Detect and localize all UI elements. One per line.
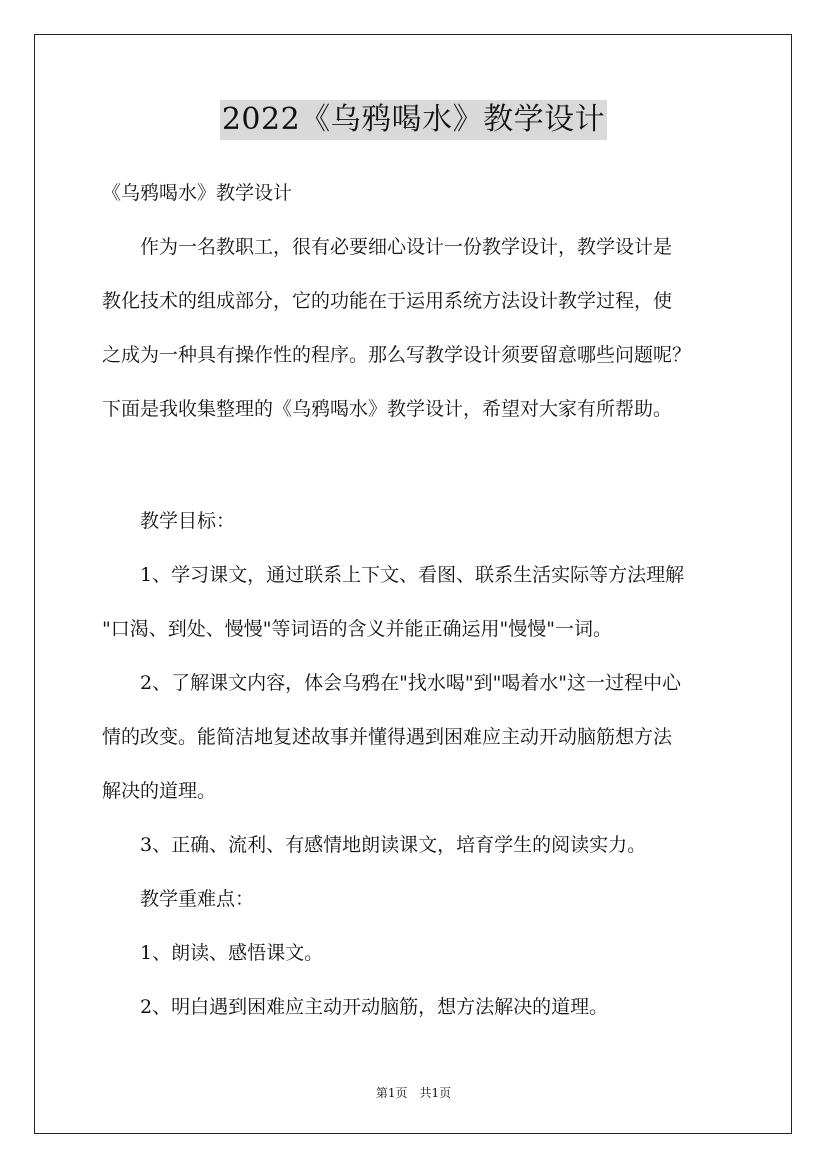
key-point-2: 2、明白遇到困难应主动开动脑筋，想方法解决的道理。: [102, 996, 609, 1018]
objective-2-line-1: 2、了解课文内容，体会乌鸦在"找水喝"到"喝着水"这一过程中心: [102, 672, 682, 694]
document-title: 2022《乌鸦喝水》教学设计: [220, 100, 607, 140]
objective-3: 3、正确、流利、有感情地朗读课文，培育学生的阅读实力。: [102, 834, 647, 856]
objective-1-line-2: "口渴、到处、慢慢"等词语的含义并能正确运用"慢慢"一词。: [102, 618, 612, 640]
document-subtitle: 《乌鸦喝水》教学设计: [102, 182, 293, 204]
intro-line-3: 之成为一种具有操作性的程序。那么写教学设计须要留意哪些问题呢？: [102, 344, 692, 366]
key-points-heading: 教学重难点：: [102, 888, 255, 910]
page-number-current: 第1页: [375, 1086, 408, 1100]
intro-line-1: 作为一名教职工，很有必要细心设计一份教学设计，教学设计是: [102, 236, 673, 258]
title-container: [0, 100, 827, 140]
intro-line-2: 教化技术的组成部分，它的功能在于运用系统方法设计教学过程，使: [102, 290, 673, 312]
objective-2-line-3: 解决的道理。: [102, 780, 217, 802]
objective-1-line-1: 1、学习课文，通过联系上下文、看图、联系生活实际等方法理解: [102, 564, 685, 586]
objectives-heading: 教学目标：: [102, 510, 236, 532]
key-point-1: 1、朗读、感悟课文。: [102, 942, 324, 964]
page-number-total: 共1页: [419, 1086, 452, 1100]
page-footer: [0, 1084, 827, 1101]
objective-2-line-2: 情的改变。能简洁地复述故事并懂得遇到困难应主动开动脑筋想方法: [102, 726, 673, 748]
intro-line-4: 下面是我收集整理的《乌鸦喝水》教学设计，希望对大家有所帮助。: [102, 398, 673, 420]
